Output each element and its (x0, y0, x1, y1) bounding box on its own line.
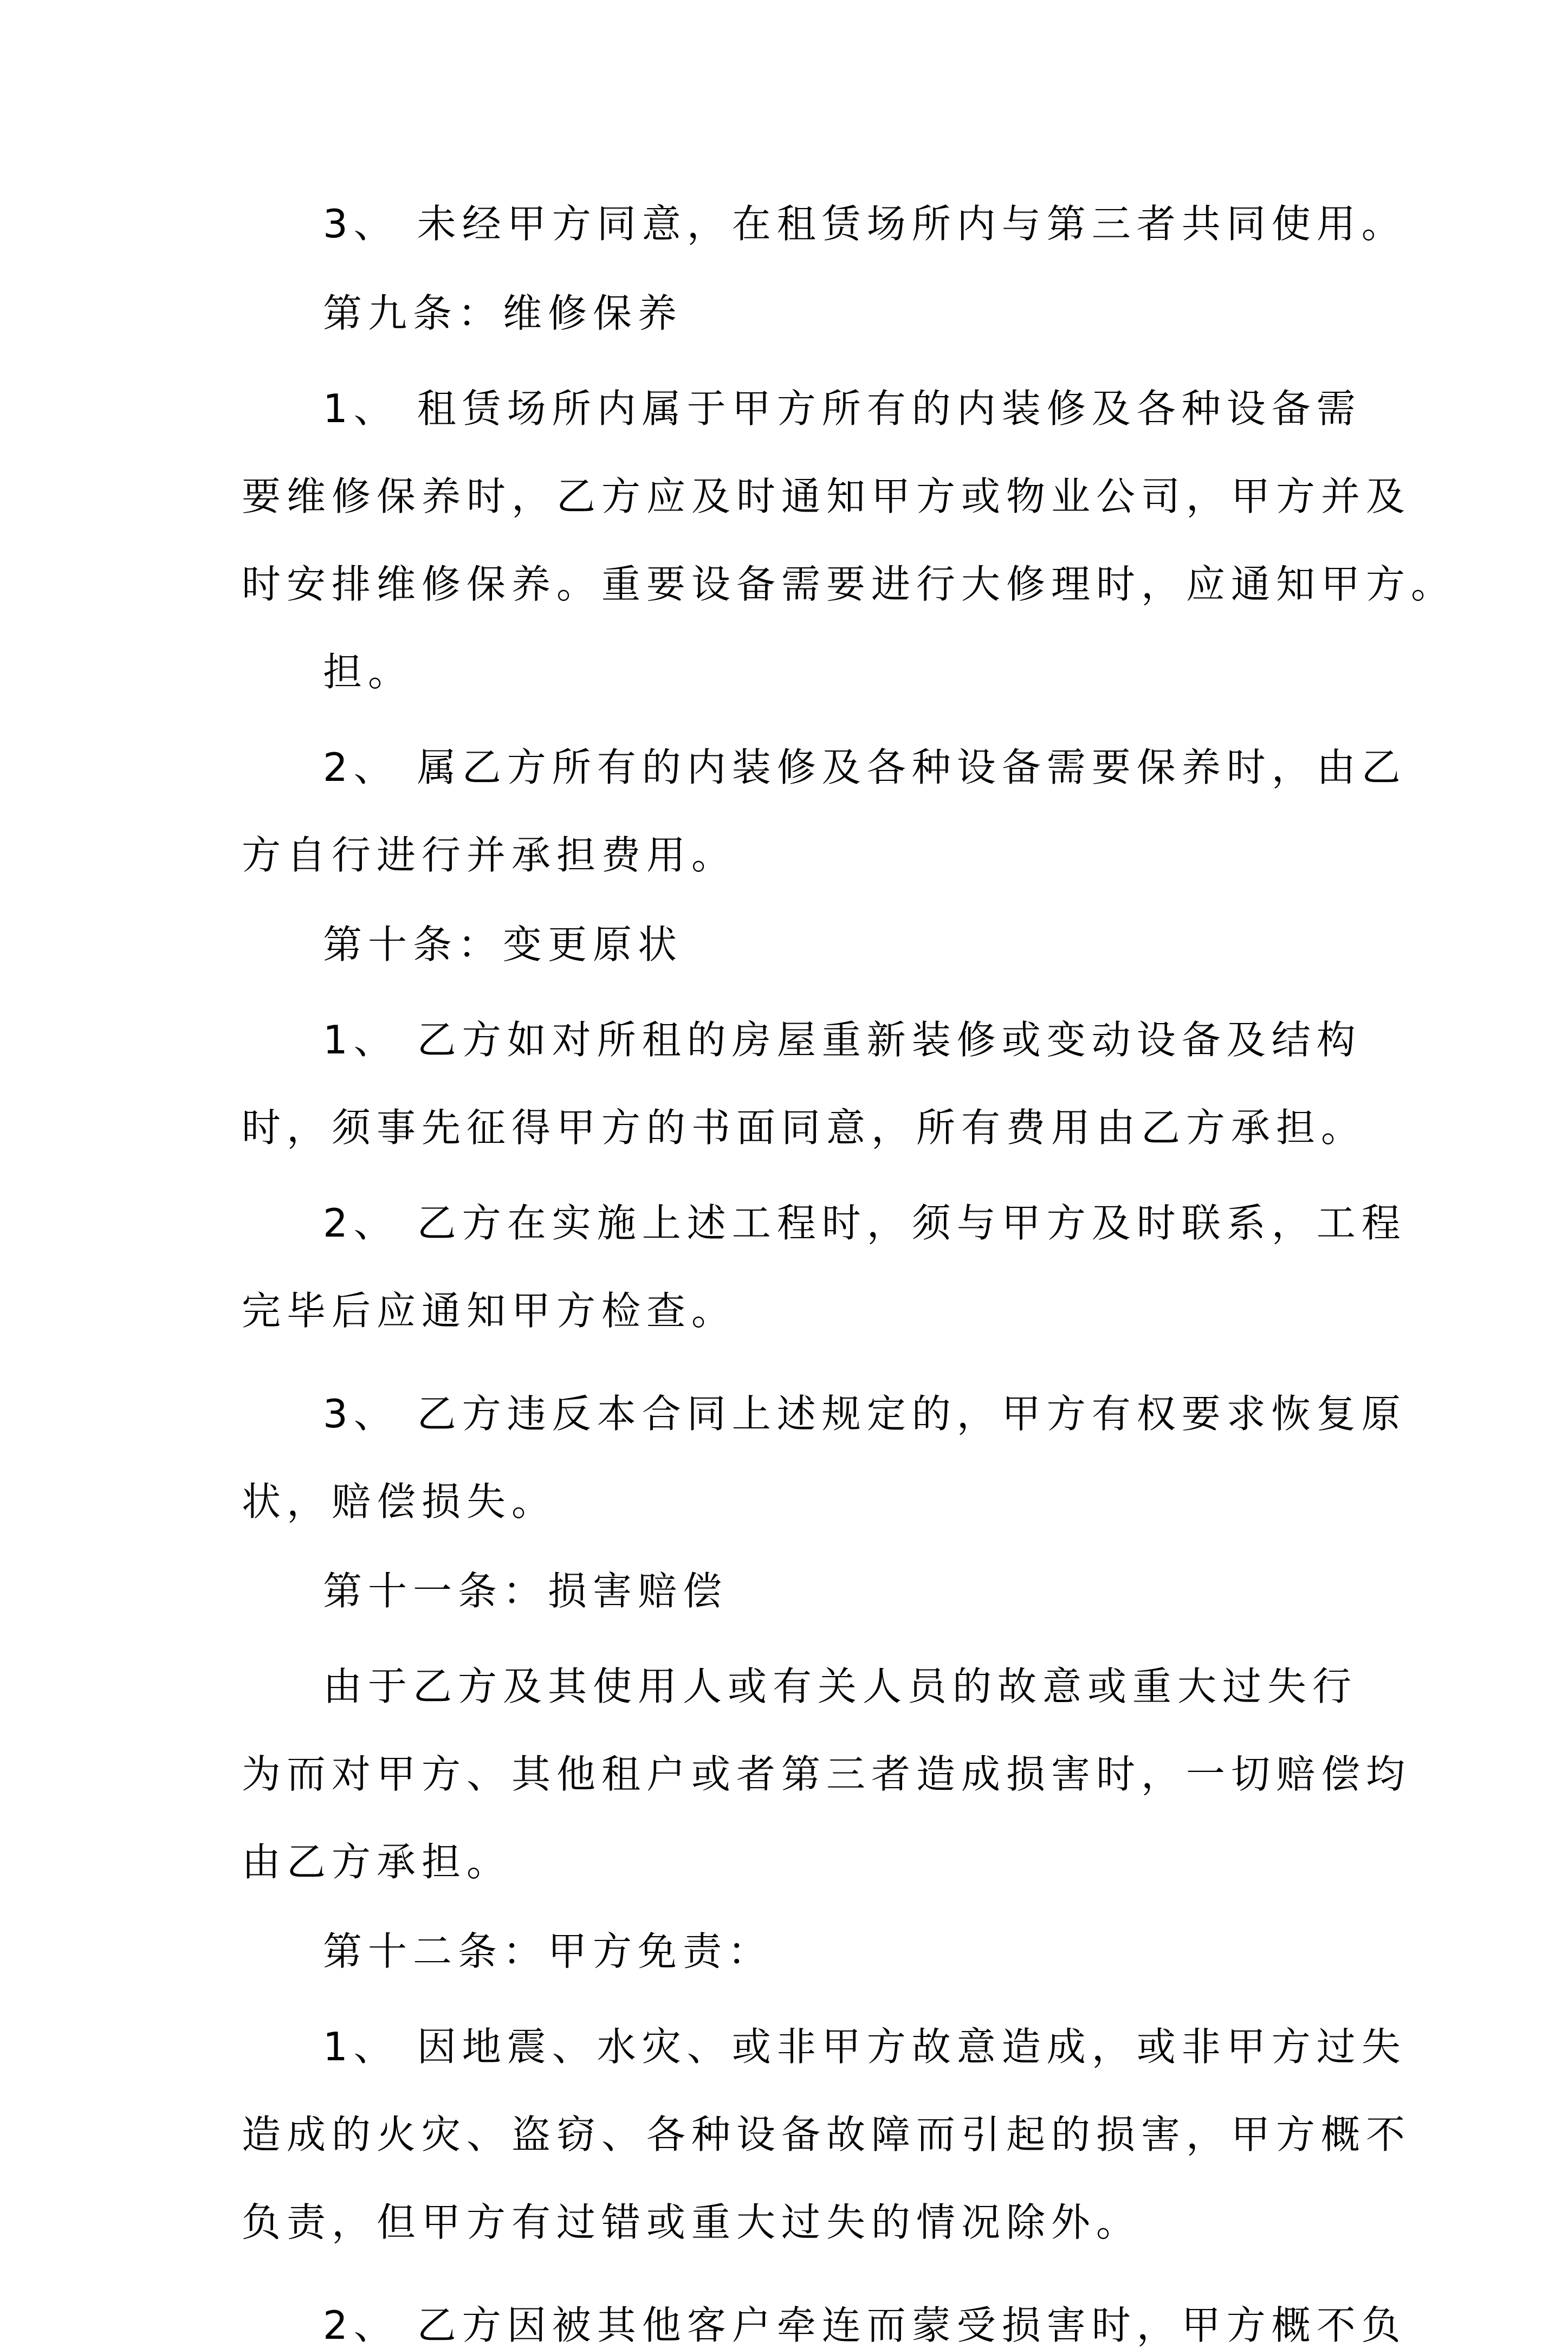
article-11-heading: 第十一条：损害赔偿 (323, 1568, 728, 1614)
article-10-item-3-line-1: 3、 乙方违反本合同上述规定的，甲方有权要求恢复原 (323, 1391, 1407, 1437)
article-9-item-1-line-2: 要维修保养时，乙方应及时通知甲方或物业公司，甲方并及 (242, 474, 1411, 519)
article-9-item-1-line-1: 1、 租赁场所内属于甲方所有的内装修及各种设备需 (323, 386, 1362, 431)
article-10-item-1-line-1: 1、 乙方如对所租的房屋重新装修或变动设备及结构 (323, 1017, 1362, 1063)
article-10-heading: 第十条：变更原状 (323, 922, 683, 967)
article-9-heading: 第九条：维修保养 (323, 290, 683, 336)
article-10-item-2-line-1: 2、 乙方在实施上述工程时，须与甲方及时联系，工程 (323, 1200, 1407, 1246)
article-12-item-1-line-3: 负责，但甲方有过错或重大过失的情况除外。 (242, 2200, 1142, 2245)
article-9-item-1-line-4: 担。 (323, 649, 413, 695)
article-9-item-1-line-3: 时安排维修保养。重要设备需要进行大修理时，应通知甲方。 (242, 561, 1456, 607)
article-12-item-2-line-1: 2、 乙方因被其他客户牵连而蒙受损害时，甲方概不负 (323, 2302, 1407, 2348)
article-12-item-1-line-1: 1、 因地震、水灾、或非甲方故意造成，或非甲方过失 (323, 2024, 1407, 2069)
article-11-body-line-3: 由乙方承担。 (242, 1839, 512, 1885)
article-11-body-line-1: 由于乙方及其使用人或有关人员的故意或重大过失行 (323, 1664, 1358, 1709)
article-9-item-2-line-1: 2、 属乙方所有的内装修及各种设备需要保养时，由乙 (323, 745, 1407, 790)
article-10-item-3-line-2: 状，赔偿损失。 (242, 1479, 557, 1524)
article-10-item-1-line-2: 时，须事先征得甲方的书面同意，所有费用由乙方承担。 (242, 1105, 1366, 1150)
article-9-item-2-line-2: 方自行进行并承担费用。 (242, 832, 737, 878)
document-body (242, 201, 1456, 2348)
article-8-item-3: 3、 未经甲方同意，在租赁场所内与第三者共同使用。 (323, 201, 1407, 247)
article-11-body-line-2: 为而对甲方、其他租户或者第三者造成损害时，一切赔偿均 (242, 1751, 1411, 1797)
article-12-heading: 第十二条：甲方免责： (323, 1929, 773, 1974)
article-10-item-2-line-2: 完毕后应通知甲方检查。 (242, 1288, 737, 1334)
article-12-item-1-line-2: 造成的火灾、盗窃、各种设备故障而引起的损害，甲方概不 (242, 2112, 1411, 2157)
